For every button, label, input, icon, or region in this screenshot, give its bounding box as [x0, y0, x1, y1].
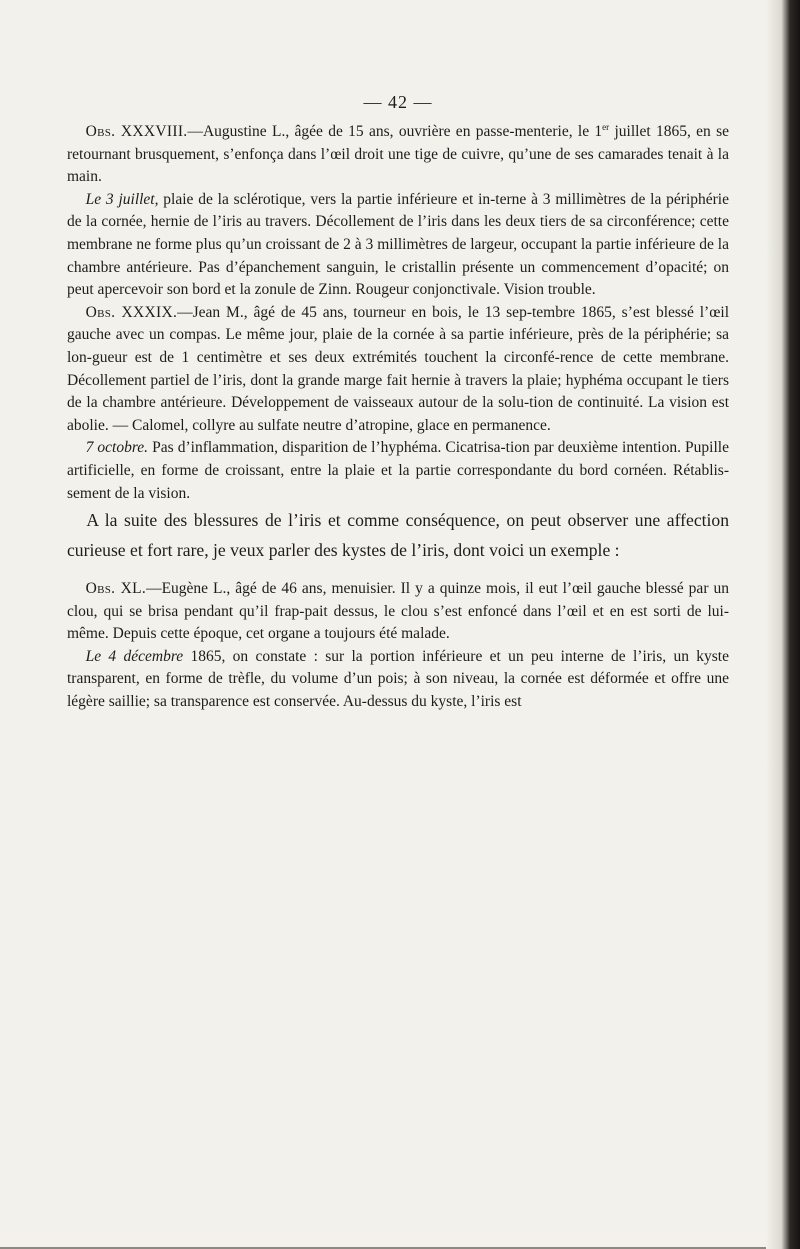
observation-38-superscript: er: [602, 122, 610, 132]
observation-38-followup-text: plaie de la sclérotique, vers la partie inférieure et in-terne à 3 millimètres de la périphérie de la cornée, hernie de l’iris au travers. Décollement de l’iris dans les deux tiers de sa circonférence; cette membrane ne forme plus qu’un croissant de 2 à 3 millimètres de largeur, occupant la partie inférieure de la chambre antérieure. Pas d’épanchement sanguin, le cristallin présente un commencement d’opacité; on peut apercevoir son bord et la zonule de Zinn. Rougeur conjonctivale. Vision trouble.: [67, 190, 729, 299]
observation-40-followup: [67, 646, 729, 714]
observation-39-label: Obs. XXXIX.: [85, 303, 178, 321]
observation-40-date: Le 4 décembre: [85, 647, 184, 665]
observation-38-text: —Augustine L., âgée de 15 ans, ouvrière en passe-menterie, le 1: [187, 123, 603, 140]
observation-39-followup: [67, 437, 729, 505]
observation-39-followup-text: Pas d’inflammation, disparition de l’hyphéma. Cicatrisa-tion par deuxième intention. Pupille artificielle, en forme de croissant, entre la plaie et la partie correspondante du bord cornéen. Rétablis-sement de la vision.: [67, 439, 729, 502]
observation-38-text-continued: juillet 1865, en se retournant brusquement, s’enfonça dans l’œil droit une tige de cuivre, qu’une de ses camarades tenait à la main.: [67, 123, 729, 186]
page-number: — 42 —: [363, 92, 433, 112]
observation-40-followup-text: 1865, on constate : sur la portion inférieure et un peu interne de l’iris, un kyste transparent, en forme de trèfle, du volume d’un pois; à son niveau, la cornée est déformée et offre une légère saillie; sa transparence est conservée. Au-dessus du kyste, l’iris est: [67, 647, 729, 711]
observation-40-text: —Eugène L., âgé de 46 ans, menuisier. Il y a quinze mois, il eut l’œil gauche blessé par un clou, qui se brisa pendant qu’il frap-pait dessus, le clou s’est enfoncé dans l’œil et en est sorti de lui-même. Depuis cette époque, cet organe a toujours été malade.: [67, 580, 729, 643]
observation-38-followup: [67, 189, 729, 302]
observation-38-label: Obs. XXXVIII.: [85, 123, 188, 140]
observation-40: [67, 578, 729, 646]
book-page: [67, 92, 729, 714]
observation-39-date: 7 octobre.: [85, 439, 149, 457]
observation-39-text: —Jean M., âgé de 45 ans, tourneur en bois, le 13 sep-tembre 1865, s’est blessé l’œil gauche avec un compas. Le même jour, plaie de la cornée à sa partie inférieure, près de la périphérie; sa lon-gueur est de 1 centimètre et ses deux extrémités touchent la circonfé-rence de cette membrane. Décollement partiel de l’iris, dont la grande marge fait hernie à travers la plaie; hyphéma occupant le tiers de la chambre antérieure. Développement de vaisseaux autour de la solu-tion de continuité. La vision est abolie. — Calomel, collyre au sulfate neutre d’atropine, glace en permanence.: [67, 303, 729, 434]
observation-40-label: Obs. XL.: [85, 580, 147, 598]
observation-39: [67, 302, 729, 438]
iris-cyst-introduction: A la suite des blessures de l’iris et comme conséquence, on peut observer une affection curieuse et fort rare, je veux parler des kystes de l’iris, dont voici un exemple :: [67, 510, 729, 561]
observation-38-date: Le 3 juillet,: [85, 190, 159, 208]
observation-38: [67, 121, 729, 189]
scan-edge-shadow: [766, 0, 800, 1249]
